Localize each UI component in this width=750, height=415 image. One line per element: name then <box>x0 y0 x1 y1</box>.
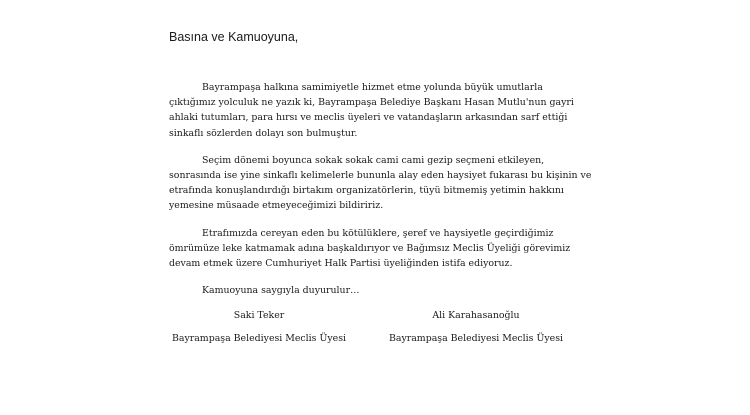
paragraph-line: Seçim dönemi boyunca sokak sokak cami cami gezip seçmeni etkileyen, <box>202 154 545 166</box>
paragraph-line: ömrümüze leke katmamak adına başkaldırıyor ve Bağımsız Meclis Üyeliği görevimiz <box>169 242 571 254</box>
paragraph-line: Bayrampaşa halkına samimiyetle hizmet etme yolunda büyük umutlarla <box>202 82 543 93</box>
paragraph-line: devam etmek üzere Cumhuriyet Halk Partisi üyeliğinden istifa ediyoruz. <box>169 258 513 270</box>
signature-title-right: Bayrampaşa Belediyesi Meclis Üyesi <box>388 333 564 344</box>
paragraph-line: çıktığımız yolculuk ne yazık ki, Bayrampaşa Belediye Başkanı Hasan Mutlu'nun gayri <box>169 97 574 109</box>
paragraph-3 <box>169 226 579 272</box>
paragraph-line: ahlaki tutumları, para hırsı ve meclis üyeleri ve vatandaşların arkasından sarf ettiği <box>169 112 568 124</box>
paragraph-line: etrafında konuşlandırdığı birtakım organizatörlerin, tüyü bitmemiş yetimin hakkını <box>169 185 564 197</box>
paragraph-1 <box>169 80 579 141</box>
paragraph-line: sinkaflı sözlerden dolayı son bulmuştur. <box>169 127 358 139</box>
signature-title-left: Bayrampaşa Belediyesi Meclis Üyesi <box>171 333 347 344</box>
paragraph-2 <box>169 153 592 214</box>
paragraph-line: yemesine müsaade etmeyeceğimizi bildiririz. <box>169 200 384 212</box>
paragraph-line: Etrafımızda cereyan eden bu kötülüklere, şeref ve haysiyetle geçirdiğimiz <box>202 227 554 239</box>
paragraph-line: sonrasında ise yine sinkaflı kelimelerle bununla alay eden haysiyet fukarası bu kişinin ve <box>169 170 592 182</box>
signature-name-right: Ali Karahasanoğlu <box>432 310 520 321</box>
closing-line: Kamuoyuna saygıyla duyurulur… <box>202 285 360 297</box>
salutation: Basına ve Kamuoyuna, <box>169 30 299 44</box>
signature-name-left: Saki Teker <box>233 310 285 321</box>
letter-body <box>169 80 592 298</box>
